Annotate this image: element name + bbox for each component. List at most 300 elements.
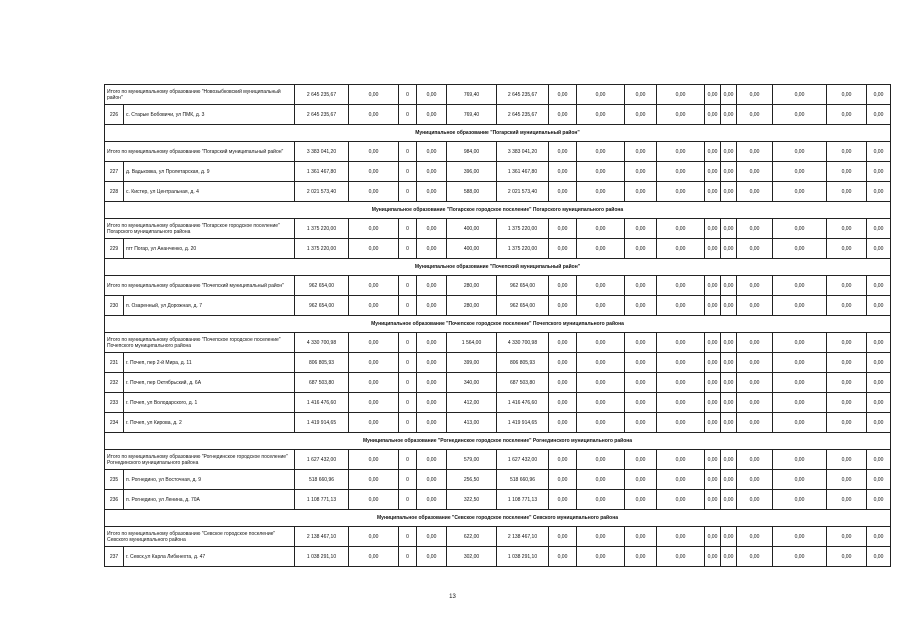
cell: г. Почеп, ул Володарского, д. 1 <box>124 393 295 413</box>
cell: 0,00 <box>737 239 773 259</box>
cell: 4 330 700,98 <box>295 333 349 353</box>
cell: 226 <box>105 105 124 125</box>
cell: 0,00 <box>867 239 891 259</box>
cell: 0,00 <box>773 333 827 353</box>
cell: 1 361 467,80 <box>295 162 349 182</box>
cell: 0,00 <box>657 276 705 296</box>
cell: 0,00 <box>721 219 737 239</box>
cell: 806 805,93 <box>295 353 349 373</box>
cell: 0,00 <box>737 105 773 125</box>
cell: 0,00 <box>773 239 827 259</box>
cell: 0,00 <box>705 85 721 105</box>
cell: 962 654,00 <box>497 296 549 316</box>
cell: 0,00 <box>349 353 399 373</box>
cell: 0,00 <box>577 547 625 567</box>
cell: Муниципальное образование "Рогнединское городское поселение" Рогнединского муниципального района <box>105 433 891 450</box>
cell: 0,00 <box>549 276 577 296</box>
cell: с. Старые Бобовичи, ул ПМК, д. 3 <box>124 105 295 125</box>
cell: 0,00 <box>827 219 867 239</box>
cell: 0,00 <box>417 393 447 413</box>
section-header-row <box>105 433 891 450</box>
cell: 0,00 <box>417 182 447 202</box>
cell: Муниципальное образование "Погарское городское поселение" Погарского муниципального района <box>105 202 891 219</box>
cell: 0,00 <box>867 547 891 567</box>
table-row <box>105 296 891 316</box>
cell: 0,00 <box>705 162 721 182</box>
cell: 0,00 <box>577 276 625 296</box>
cell: п. Озаренный, ул Дорожная, д. 7 <box>124 296 295 316</box>
cell: 0,00 <box>737 162 773 182</box>
cell: 0,00 <box>625 527 657 547</box>
cell: 0,00 <box>657 470 705 490</box>
cell: 0,00 <box>657 162 705 182</box>
cell: 0,00 <box>705 450 721 470</box>
cell: пгт Погар, ул Ананченко, д. 20 <box>124 239 295 259</box>
cell: 0,00 <box>549 527 577 547</box>
cell: 235 <box>105 470 124 490</box>
cell: 0,00 <box>705 490 721 510</box>
cell: 0,00 <box>867 85 891 105</box>
cell: 0,00 <box>827 105 867 125</box>
cell: 0,00 <box>721 162 737 182</box>
cell: 0,00 <box>773 527 827 547</box>
cell: 0,00 <box>827 470 867 490</box>
cell: 0,00 <box>349 219 399 239</box>
cell: 0,00 <box>625 219 657 239</box>
cell: 0,00 <box>417 105 447 125</box>
cell: 0,00 <box>349 373 399 393</box>
cell: 0,00 <box>705 373 721 393</box>
table-row <box>105 393 891 413</box>
cell: 0,00 <box>417 85 447 105</box>
cell: 0,00 <box>721 142 737 162</box>
cell: 0,00 <box>657 450 705 470</box>
cell: 0,00 <box>737 373 773 393</box>
cell: 227 <box>105 162 124 182</box>
cell: 233 <box>105 393 124 413</box>
cell: 0,00 <box>549 413 577 433</box>
cell: 0,00 <box>773 353 827 373</box>
cell: 0,00 <box>657 490 705 510</box>
cell: 0,00 <box>721 182 737 202</box>
cell: 622,00 <box>447 527 497 547</box>
cell: 0 <box>399 85 417 105</box>
cell: 0,00 <box>721 393 737 413</box>
subtotal-row <box>105 142 891 162</box>
cell: 0 <box>399 333 417 353</box>
cell: 0,00 <box>417 239 447 259</box>
cell: 0,00 <box>417 470 447 490</box>
cell: 1 361 467,80 <box>497 162 549 182</box>
cell: 0,00 <box>773 276 827 296</box>
cell: 0,00 <box>737 219 773 239</box>
cell: 0,00 <box>577 105 625 125</box>
cell: 0,00 <box>705 470 721 490</box>
cell: 0,00 <box>657 373 705 393</box>
cell: 0,00 <box>577 142 625 162</box>
cell: 0,00 <box>867 182 891 202</box>
cell: 3 383 041,20 <box>497 142 549 162</box>
cell: 962 654,00 <box>295 276 349 296</box>
cell: 0,00 <box>349 527 399 547</box>
cell: 0 <box>399 547 417 567</box>
cell: 2 138 467,10 <box>497 527 549 547</box>
cell: 0,00 <box>657 413 705 433</box>
cell: 0 <box>399 219 417 239</box>
cell: 0,00 <box>549 85 577 105</box>
cell: 0,00 <box>737 393 773 413</box>
cell: 0,00 <box>549 219 577 239</box>
cell: 0 <box>399 450 417 470</box>
table-row <box>105 239 891 259</box>
cell: 0,00 <box>349 393 399 413</box>
cell: 232 <box>105 373 124 393</box>
cell: 0,00 <box>657 333 705 353</box>
cell: 0,00 <box>867 413 891 433</box>
cell: 0,00 <box>577 85 625 105</box>
cell: 0,00 <box>773 182 827 202</box>
cell: 0 <box>399 182 417 202</box>
register-table <box>104 84 891 567</box>
cell: 0,00 <box>737 470 773 490</box>
table-row <box>105 547 891 567</box>
cell: 0,00 <box>827 373 867 393</box>
cell: 1 375 220,00 <box>295 219 349 239</box>
section-header-row <box>105 510 891 527</box>
cell: 0,00 <box>657 219 705 239</box>
cell: 518 660,96 <box>295 470 349 490</box>
cell: 0,00 <box>625 353 657 373</box>
table-row <box>105 470 891 490</box>
cell: 0,00 <box>417 142 447 162</box>
cell: 0,00 <box>867 162 891 182</box>
cell: Муниципальное образование "Севское городское поселение" Севского муниципального района <box>105 510 891 527</box>
cell: 322,50 <box>447 490 497 510</box>
cell: 0,00 <box>737 296 773 316</box>
cell: 0,00 <box>773 450 827 470</box>
cell: 0,00 <box>737 527 773 547</box>
cell: 413,00 <box>447 413 497 433</box>
cell: 0,00 <box>867 353 891 373</box>
cell: 0,00 <box>549 393 577 413</box>
cell: 0,00 <box>549 296 577 316</box>
cell: 0,00 <box>705 413 721 433</box>
cell: с. Кистер, ул Центральная, д. 4 <box>124 182 295 202</box>
cell: 0,00 <box>827 296 867 316</box>
cell: 0,00 <box>737 353 773 373</box>
cell: 0,00 <box>867 333 891 353</box>
cell: 0,00 <box>721 490 737 510</box>
cell: Итого по муниципальному образованию "Почепское городское поселение" Почепского муниципального района <box>105 333 295 353</box>
page-number: 13 <box>449 594 456 600</box>
cell: 0,00 <box>705 393 721 413</box>
cell: 1 108 771,13 <box>497 490 549 510</box>
cell: Итого по муниципальному образованию "Рогнединское городское поселение" Рогнединского муниципального района <box>105 450 295 470</box>
cell: 0,00 <box>721 239 737 259</box>
cell: 0,00 <box>417 353 447 373</box>
cell: 0,00 <box>549 547 577 567</box>
cell: 0,00 <box>577 490 625 510</box>
cell: 0,00 <box>349 450 399 470</box>
cell: 0,00 <box>625 413 657 433</box>
cell: 769,40 <box>447 105 497 125</box>
cell: 2 021 573,40 <box>295 182 349 202</box>
cell: 1 419 914,65 <box>295 413 349 433</box>
subtotal-row <box>105 276 891 296</box>
cell: 0,00 <box>577 162 625 182</box>
cell: 1 375 220,00 <box>497 219 549 239</box>
cell: 0,00 <box>349 182 399 202</box>
cell: Муниципальное образование "Почепский муниципальный район" <box>105 259 891 276</box>
cell: 1 038 291,10 <box>295 547 349 567</box>
cell: 0,00 <box>867 105 891 125</box>
cell: 0,00 <box>737 333 773 353</box>
cell: 1 375 220,00 <box>295 239 349 259</box>
cell: 0,00 <box>349 413 399 433</box>
section-header-row <box>105 125 891 142</box>
cell: 0,00 <box>625 393 657 413</box>
cell: 0,00 <box>867 296 891 316</box>
cell: 0,00 <box>549 105 577 125</box>
cell: 0,00 <box>625 182 657 202</box>
cell: 0,00 <box>349 142 399 162</box>
cell: 0,00 <box>549 373 577 393</box>
cell: 0 <box>399 527 417 547</box>
cell: г. Почеп, пер Октябрьский, д. 6А <box>124 373 295 393</box>
cell: 0,00 <box>577 219 625 239</box>
cell: 0,00 <box>773 547 827 567</box>
subtotal-row <box>105 450 891 470</box>
cell: 0,00 <box>625 333 657 353</box>
cell: 0,00 <box>657 296 705 316</box>
cell: 2 645 235,67 <box>497 85 549 105</box>
cell: 0,00 <box>577 450 625 470</box>
cell: 0,00 <box>705 239 721 259</box>
cell: 0,00 <box>721 547 737 567</box>
cell: 0,00 <box>827 353 867 373</box>
cell: 0 <box>399 373 417 393</box>
cell: 412,00 <box>447 393 497 413</box>
cell: 0,00 <box>737 182 773 202</box>
cell: Итого по муниципальному образованию "Погарское городское поселение" Погарского муниципального района <box>105 219 295 239</box>
cell: 0,00 <box>773 490 827 510</box>
cell: 0,00 <box>349 296 399 316</box>
cell: 399,00 <box>447 353 497 373</box>
cell: 0,00 <box>721 296 737 316</box>
table-row <box>105 373 891 393</box>
cell: 0,00 <box>721 450 737 470</box>
cell: 0,00 <box>721 373 737 393</box>
cell: 0,00 <box>417 373 447 393</box>
subtotal-row <box>105 333 891 353</box>
cell: 0,00 <box>549 239 577 259</box>
cell: 0,00 <box>827 333 867 353</box>
cell: 0,00 <box>705 105 721 125</box>
cell: 0,00 <box>625 85 657 105</box>
cell: 0,00 <box>705 276 721 296</box>
cell: 2 645 235,67 <box>497 105 549 125</box>
cell: 0,00 <box>773 373 827 393</box>
cell: 0,00 <box>737 142 773 162</box>
cell: 280,00 <box>447 276 497 296</box>
cell: 0,00 <box>827 162 867 182</box>
cell: 234 <box>105 413 124 433</box>
cell: 0,00 <box>867 450 891 470</box>
cell: 0,00 <box>577 333 625 353</box>
cell: 0,00 <box>721 276 737 296</box>
cell: 0,00 <box>417 527 447 547</box>
cell: п. Рогнедино, ул Восточная, д. 9 <box>124 470 295 490</box>
cell: 0,00 <box>705 333 721 353</box>
cell: 3 383 041,20 <box>295 142 349 162</box>
cell: 984,00 <box>447 142 497 162</box>
cell: 0,00 <box>549 333 577 353</box>
cell: 1 627 432,00 <box>295 450 349 470</box>
cell: 340,00 <box>447 373 497 393</box>
cell: 0,00 <box>549 182 577 202</box>
cell: 0,00 <box>773 470 827 490</box>
cell: 0,00 <box>417 219 447 239</box>
cell: 687 503,80 <box>497 373 549 393</box>
cell: 0,00 <box>625 276 657 296</box>
cell: 0,00 <box>773 142 827 162</box>
table-row <box>105 490 891 510</box>
cell: 0,00 <box>417 413 447 433</box>
cell: г. Севск,ул Карла Либкнехта, д. 47 <box>124 547 295 567</box>
cell: Итого по муниципальному образованию "Севское городское поселение" Севского муниципального района <box>105 527 295 547</box>
cell: 4 330 700,98 <box>497 333 549 353</box>
cell: 0,00 <box>705 353 721 373</box>
cell: 0,00 <box>737 490 773 510</box>
cell: 0,00 <box>657 547 705 567</box>
cell: 0,00 <box>827 527 867 547</box>
cell: 0,00 <box>867 470 891 490</box>
cell: 1 564,00 <box>447 333 497 353</box>
cell: 0,00 <box>705 547 721 567</box>
cell: 0,00 <box>705 142 721 162</box>
cell: 0,00 <box>349 333 399 353</box>
cell: 0,00 <box>625 142 657 162</box>
cell: 0,00 <box>657 85 705 105</box>
subtotal-row <box>105 85 891 105</box>
cell: 0,00 <box>417 547 447 567</box>
table-row <box>105 413 891 433</box>
cell: Муниципальное образование "Погарский муниципальный район" <box>105 125 891 142</box>
cell: Итого по муниципальному образованию "Почепский муниципальный район" <box>105 276 295 296</box>
cell: 0,00 <box>625 162 657 182</box>
cell: 229 <box>105 239 124 259</box>
section-header-row <box>105 316 891 333</box>
cell: 0,00 <box>867 490 891 510</box>
cell: п. Рогнедино, ул Ленина, д. 70А <box>124 490 295 510</box>
cell: 0,00 <box>349 490 399 510</box>
cell: 0,00 <box>625 239 657 259</box>
cell: 0,00 <box>705 182 721 202</box>
cell: 2 645 235,67 <box>295 105 349 125</box>
cell: 0,00 <box>657 393 705 413</box>
cell: 0,00 <box>417 450 447 470</box>
cell: 0,00 <box>577 527 625 547</box>
cell: 0,00 <box>577 373 625 393</box>
cell: 962 654,00 <box>497 276 549 296</box>
table-row <box>105 162 891 182</box>
cell: 0,00 <box>827 276 867 296</box>
cell: 0,00 <box>349 105 399 125</box>
cell: 1 419 914,65 <box>497 413 549 433</box>
cell: 0,00 <box>867 276 891 296</box>
cell: 0,00 <box>867 527 891 547</box>
cell: 0,00 <box>737 547 773 567</box>
cell: 0,00 <box>705 296 721 316</box>
cell: 0,00 <box>773 85 827 105</box>
cell: 0,00 <box>577 470 625 490</box>
cell: 280,00 <box>447 296 497 316</box>
cell: 0 <box>399 105 417 125</box>
cell: 0,00 <box>773 413 827 433</box>
cell: 0,00 <box>827 182 867 202</box>
cell: 0,00 <box>417 276 447 296</box>
cell: 0,00 <box>773 162 827 182</box>
cell: 518 660,96 <box>497 470 549 490</box>
cell: 0 <box>399 276 417 296</box>
cell: 0,00 <box>625 105 657 125</box>
cell: 0,00 <box>349 85 399 105</box>
cell: 0,00 <box>827 393 867 413</box>
cell: 0 <box>399 393 417 413</box>
cell: 0 <box>399 353 417 373</box>
cell: 0,00 <box>773 296 827 316</box>
cell: 588,00 <box>447 182 497 202</box>
cell: 0,00 <box>417 490 447 510</box>
cell: 0,00 <box>657 239 705 259</box>
cell: 0,00 <box>549 142 577 162</box>
cell: 400,00 <box>447 239 497 259</box>
cell: 1 627 432,00 <box>497 450 549 470</box>
cell: 0,00 <box>705 219 721 239</box>
cell: 0,00 <box>625 296 657 316</box>
cell: 0,00 <box>625 490 657 510</box>
cell: 0,00 <box>773 393 827 413</box>
cell: 962 654,00 <box>295 296 349 316</box>
cell: 0,00 <box>827 450 867 470</box>
cell: 0,00 <box>577 413 625 433</box>
cell: 0,00 <box>721 85 737 105</box>
cell: 579,00 <box>447 450 497 470</box>
cell: 231 <box>105 353 124 373</box>
cell: г. Почеп, ул Кирова, д. 2 <box>124 413 295 433</box>
section-header-row <box>105 202 891 219</box>
cell: 1 416 476,60 <box>295 393 349 413</box>
cell: 0 <box>399 142 417 162</box>
cell: 1 108 771,13 <box>295 490 349 510</box>
cell: 0,00 <box>867 393 891 413</box>
cell: 0,00 <box>827 490 867 510</box>
cell: 0,00 <box>577 353 625 373</box>
cell: 0,00 <box>827 85 867 105</box>
cell: 396,00 <box>447 162 497 182</box>
cell: 0,00 <box>705 527 721 547</box>
cell: 0,00 <box>657 182 705 202</box>
cell: 0,00 <box>549 470 577 490</box>
cell: 0 <box>399 296 417 316</box>
cell: 0,00 <box>417 296 447 316</box>
cell: 1 375 220,00 <box>497 239 549 259</box>
cell: 0,00 <box>867 219 891 239</box>
subtotal-row <box>105 527 891 547</box>
subtotal-row <box>105 219 891 239</box>
cell: 0,00 <box>549 353 577 373</box>
cell: 687 503,80 <box>295 373 349 393</box>
